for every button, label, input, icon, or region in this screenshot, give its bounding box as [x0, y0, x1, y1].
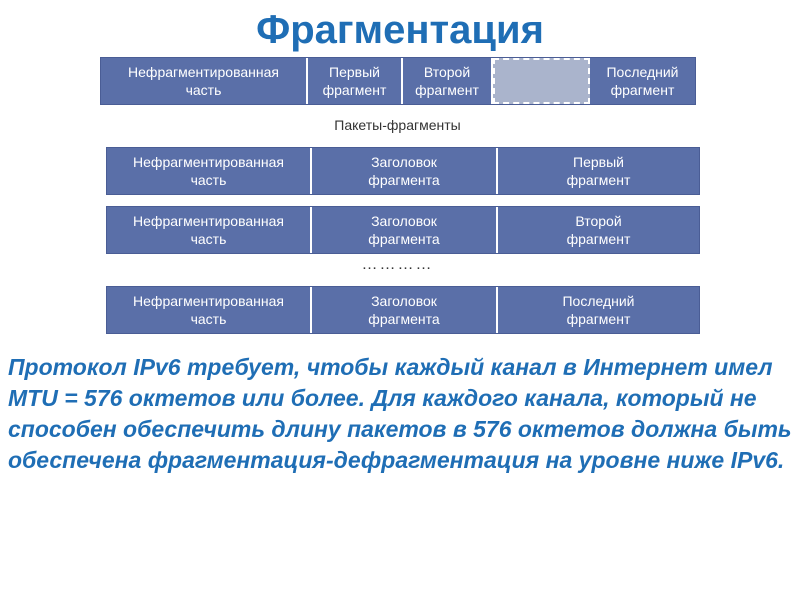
fragment-2-unfragmented-part: Нефрагментированная часть: [107, 207, 312, 253]
fragment-last-header: Заголовок фрагмента: [312, 287, 498, 333]
fragment-packet-2: [106, 206, 700, 254]
original-second-fragment: Второй фрагмент: [403, 58, 493, 104]
ellipsis: …………: [361, 256, 434, 273]
fragment-2-payload: Второй фрагмент: [566, 212, 631, 247]
page-title: Фрагментация: [256, 8, 544, 52]
fragment-2-header: Заголовок фрагмента: [312, 207, 498, 253]
original-unfragmented-part: Нефрагментированная часть: [101, 58, 308, 104]
fragment-last-unfragmented-part: Нефрагментированная часть: [107, 287, 312, 333]
fragment-1-header: Заголовок фрагмента: [312, 148, 498, 194]
fragment-packet-last: [106, 286, 700, 334]
fragment-1-unfragmented-part: Нефрагментированная часть: [107, 148, 312, 194]
fragment-packet-1: [106, 147, 700, 195]
fragments-caption: Пакеты-фрагменты: [334, 117, 461, 133]
fragment-last-payload: Последний фрагмент: [562, 292, 635, 327]
description-text: Протокол IPv6 требует, чтобы каждый канал в Интернет имел MTU = 576 октетов или более. Для каждого канала, который не способен обеспечить длину пакетов в 576 октетов должна быть обеспечена фрагментация-дефрагментация на уровне ниже IPv6.: [8, 354, 792, 473]
original-first-fragment: Первый фрагмент: [308, 58, 403, 104]
fragment-1-payload: Первый фрагмент: [566, 153, 631, 188]
original-packet: [100, 57, 696, 105]
original-last-fragment: Последний фрагмент: [606, 63, 679, 98]
original-gap-segment: [493, 58, 590, 104]
